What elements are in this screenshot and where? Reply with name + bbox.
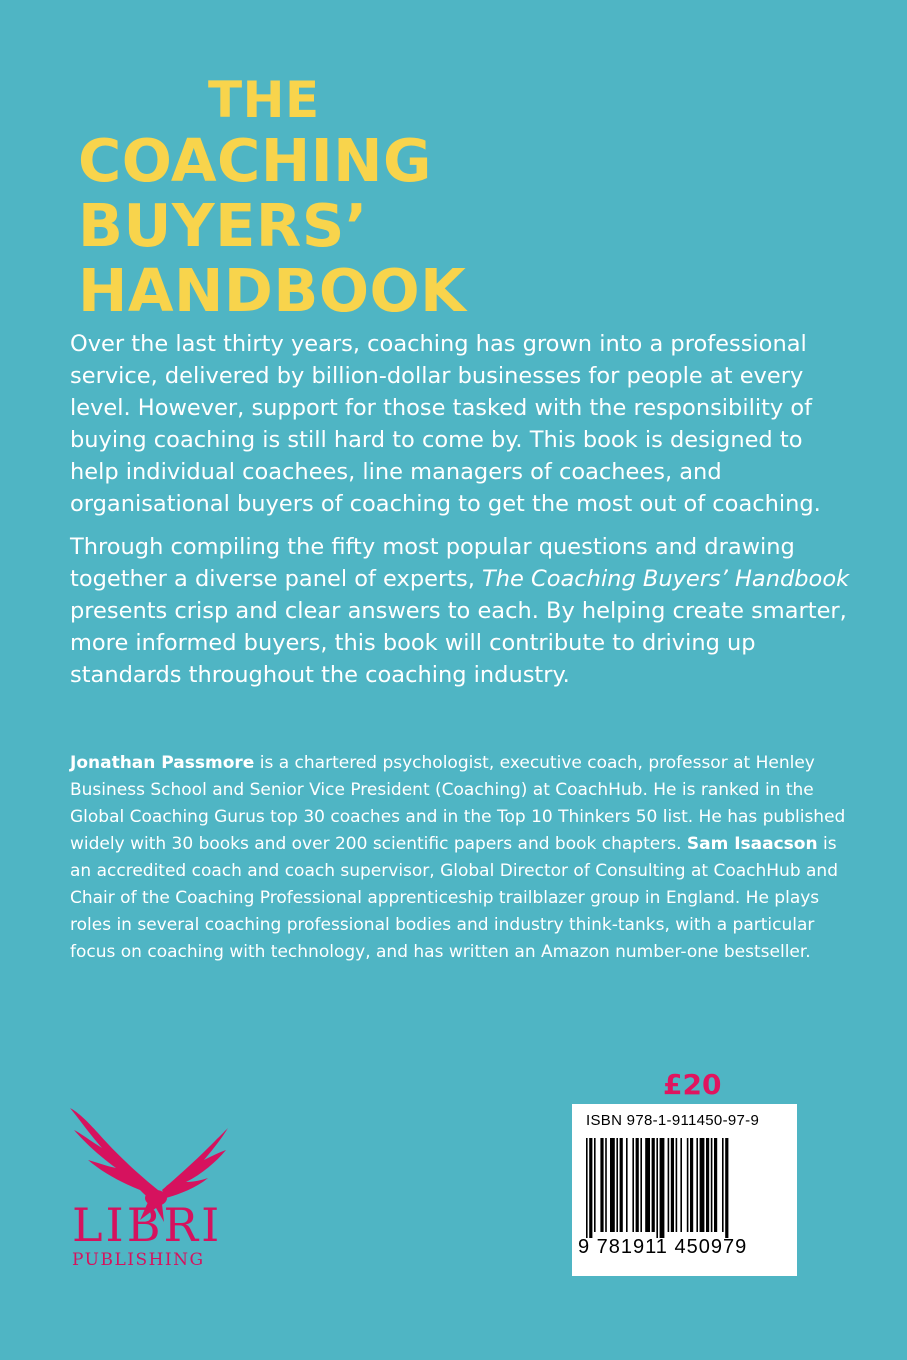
blurb-paragraph-2 <box>70 531 850 691</box>
title-line: HANDBOOK <box>78 256 467 325</box>
barcode-bar <box>652 1138 655 1232</box>
barcode <box>572 1104 797 1276</box>
title-line: THE <box>208 71 320 129</box>
barcode-bars <box>582 1138 787 1238</box>
barcode-bar <box>660 1138 665 1238</box>
barcode-bar <box>700 1138 705 1232</box>
author-name: Sam Isaacson <box>686 834 818 854</box>
author-bio-text: is a chartered psychologist, executive coach, professor at Henley Business School and Senior Vice President (Coaching) at CoachHub. He is ranked in the Global Coaching Gurus top 30 coaches and in the Top 10 Thinkers 50 list. He has published widely with 30 books and over 200 scientific papers and book chapters. <box>70 753 846 854</box>
barcode-bar <box>706 1138 709 1232</box>
barcode-bar <box>640 1138 642 1232</box>
barcode-bar <box>687 1138 689 1232</box>
barcode-bar <box>725 1138 728 1238</box>
barcode-bar <box>632 1138 634 1232</box>
title-line: COACHING <box>78 126 432 195</box>
title-line: BUYERS’ <box>78 191 368 260</box>
barcode-bar <box>714 1138 717 1232</box>
barcode-bar <box>594 1138 596 1232</box>
barcode-bar <box>711 1138 713 1232</box>
author-bio-text: is an accredited coach and coach supervisor, Global Director of Consulting at CoachHub and Chair of the Coaching Professional apprenticeship trailblazer group in England. He plays roles in several coaching professional bodies and industry think-tanks, with a particular focus on coaching with technology, and has written an Amazon number-one bestseller. <box>70 834 838 962</box>
price: £20 <box>663 1068 722 1101</box>
author-name: Jonathan Passmore <box>70 753 255 773</box>
barcode-bar <box>668 1138 670 1232</box>
barcode-bar <box>616 1138 618 1232</box>
author-bio <box>70 750 855 966</box>
barcode-bar <box>586 1138 588 1238</box>
publisher-name: LIBRI <box>72 1198 223 1252</box>
barcode-bar <box>600 1138 603 1232</box>
barcode-bar <box>605 1138 607 1232</box>
barcode-bar <box>620 1138 623 1232</box>
barcode-bar <box>645 1138 650 1232</box>
barcode-bar <box>671 1138 674 1232</box>
barcode-bar <box>626 1138 628 1232</box>
barcode-bar <box>690 1138 693 1232</box>
blurb-book-title: The Coaching Buyers’ Handbook <box>482 566 850 592</box>
barcode-bar <box>636 1138 639 1232</box>
publisher-subtitle: PUBLISHING <box>72 1250 205 1270</box>
blurb-paragraph-1: Over the last thirty years, coaching has grown into a professional service, delivered by billion-dollar businesses for people at every level. However, support for those tasked with the responsibility of buying coaching is still hard to come by. This book is designed to help individual coachees, line managers of coachees, and organisational buyers of coaching to get the most out of coaching. <box>70 331 821 517</box>
isbn-label: ISBN 978-1-911450-97-9 <box>586 1112 760 1129</box>
isbn-number: 9 781911 450979 <box>578 1236 748 1258</box>
blurb <box>70 328 850 702</box>
book-title <box>78 71 467 326</box>
barcode-bar <box>610 1138 615 1232</box>
barcode-bar <box>656 1138 658 1238</box>
barcode-bar <box>722 1138 724 1232</box>
blurb-text: Through compiling the fifty most popular questions and drawing together a diverse panel of experts, <box>70 534 795 592</box>
barcode-bar <box>680 1138 682 1232</box>
blurb-text: presents crisp and clear answers to each. By helping create smarter, more informed buyers, this book will contribute to driving up standards throughout the coaching industry. <box>70 598 847 688</box>
barcode-bar <box>676 1138 678 1232</box>
barcode-bar <box>589 1138 592 1238</box>
barcode-bar <box>696 1138 698 1232</box>
